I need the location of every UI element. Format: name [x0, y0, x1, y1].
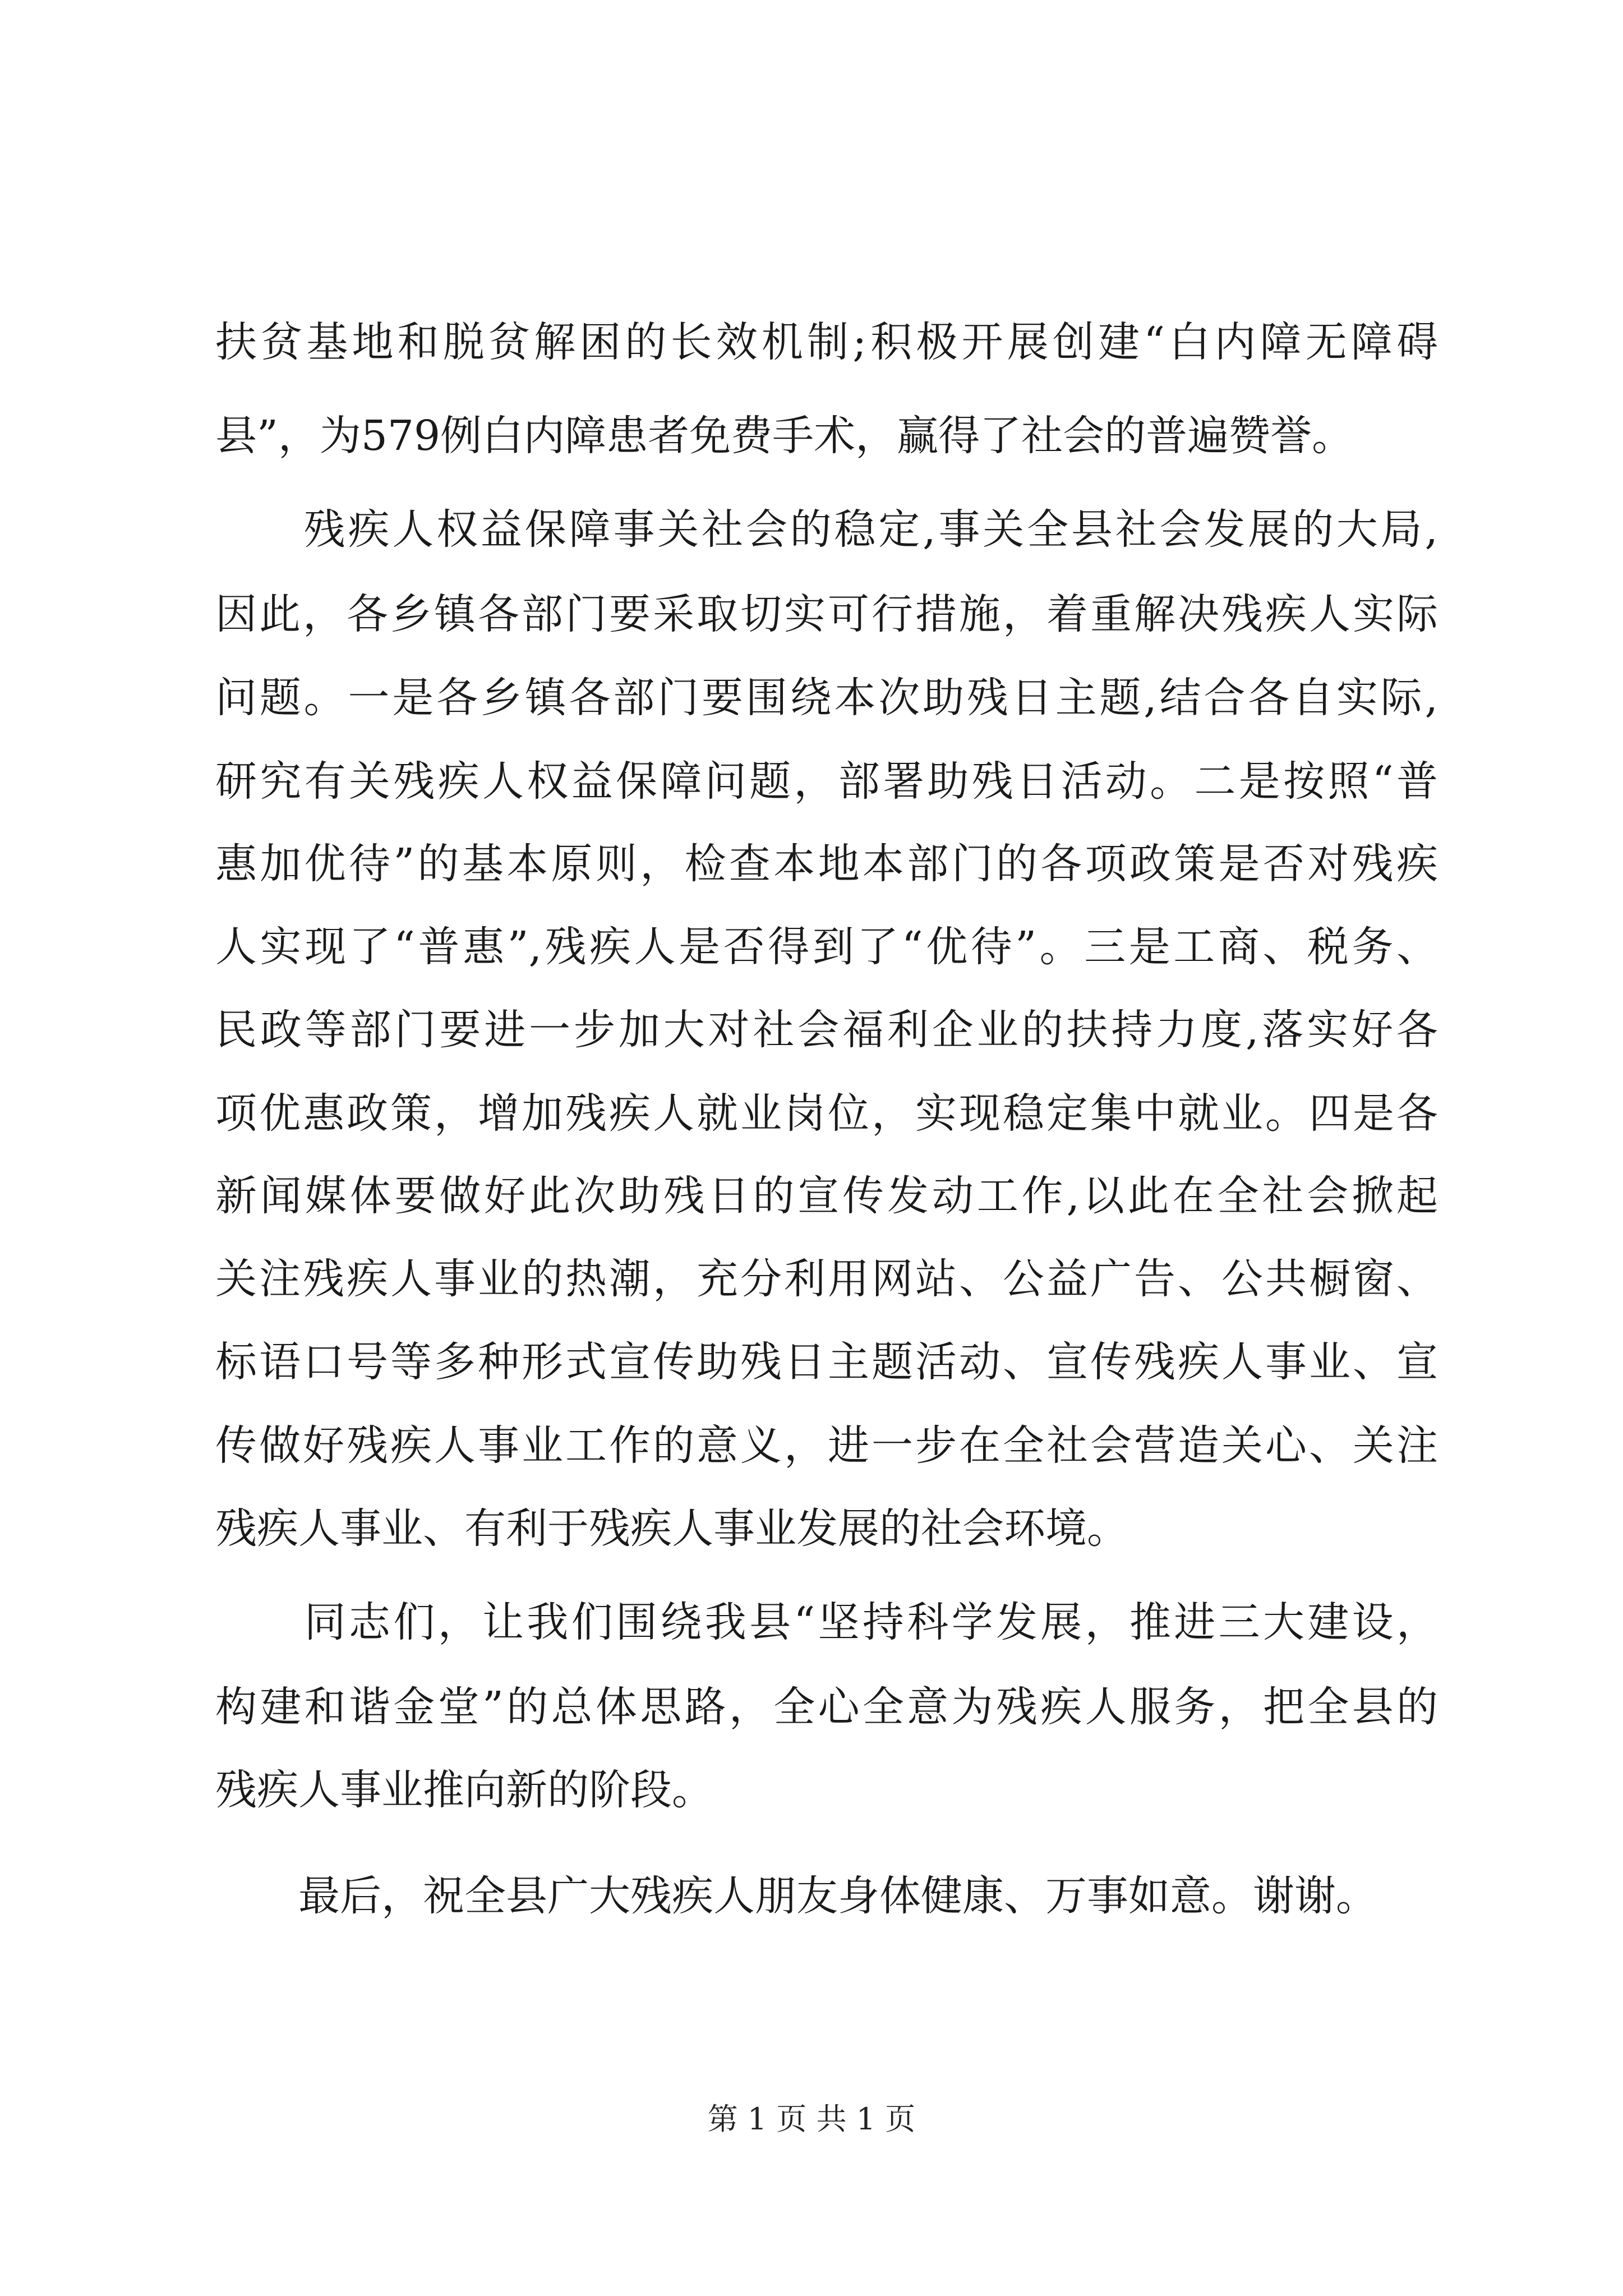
text-line: 研究有关残疾人权益保障问题，部署助残日活动。二是按照“普	[215, 757, 1438, 806]
text-line: 民政等部门要进一步加大对社会福利企业的扶持力度,落实好各	[215, 1006, 1438, 1054]
text-line: 标语口号等多种形式宣传助残日主题活动、宣传残疾人事业、宣	[215, 1338, 1438, 1386]
text-line: 构建和谐金堂”的总体思路，全心全意为残疾人服务，把全县的	[215, 1683, 1438, 1731]
text-line: 残疾人事业推向新的阶段。	[215, 1766, 713, 1814]
text-line: 传做好残疾人事业工作的意义，进一步在全社会营造关心、关注	[215, 1421, 1438, 1470]
text-line: 惠加优待”的基本原则，检查本地本部门的各项政策是否对残疾	[215, 840, 1438, 888]
text-line: 最后，祝全县广大残疾人朋友身体健康、万事如意。谢谢。	[215, 1872, 1377, 1920]
text-line: 同志们，让我们围绕我县“坚持科学发展，推进三大建设，	[215, 1598, 1438, 1646]
text-line: 残疾人权益保障事关社会的稳定,事关全县社会发展的大局,	[215, 505, 1438, 554]
text-line: 人实现了“普惠”,残疾人是否得到了“优待”。三是工商、税务、	[215, 923, 1438, 971]
page-number-footer: 第 1 页 共 1 页	[707, 2101, 916, 2137]
text-line: 项优惠政策，增加残疾人就业岗位，实现稳定集中就业。四是各	[215, 1089, 1438, 1138]
text-line: 问题。一是各乡镇各部门要围绕本次助残日主题,结合各自实际,	[215, 674, 1438, 722]
text-line: 因此，各乡镇各部门要采取切实可行措施，着重解决残疾人实际	[215, 590, 1438, 638]
text-line: 新闻媒体要做好此次助残日的宣传发动工作,以此在全社会掀起	[215, 1172, 1438, 1220]
text-line: 扶贫基地和脱贫解困的长效机制;积极开展创建“白内障无障碍	[215, 318, 1438, 366]
text-line: 县”，为579例白内障患者免费手术，赢得了社会的普遍赞誉。	[215, 412, 1354, 460]
text-line: 关注残疾人事业的热潮，充分利用网站、公益广告、公共橱窗、	[215, 1255, 1438, 1303]
text-line: 残疾人事业、有利于残疾人事业发展的社会环境。	[215, 1504, 1128, 1553]
